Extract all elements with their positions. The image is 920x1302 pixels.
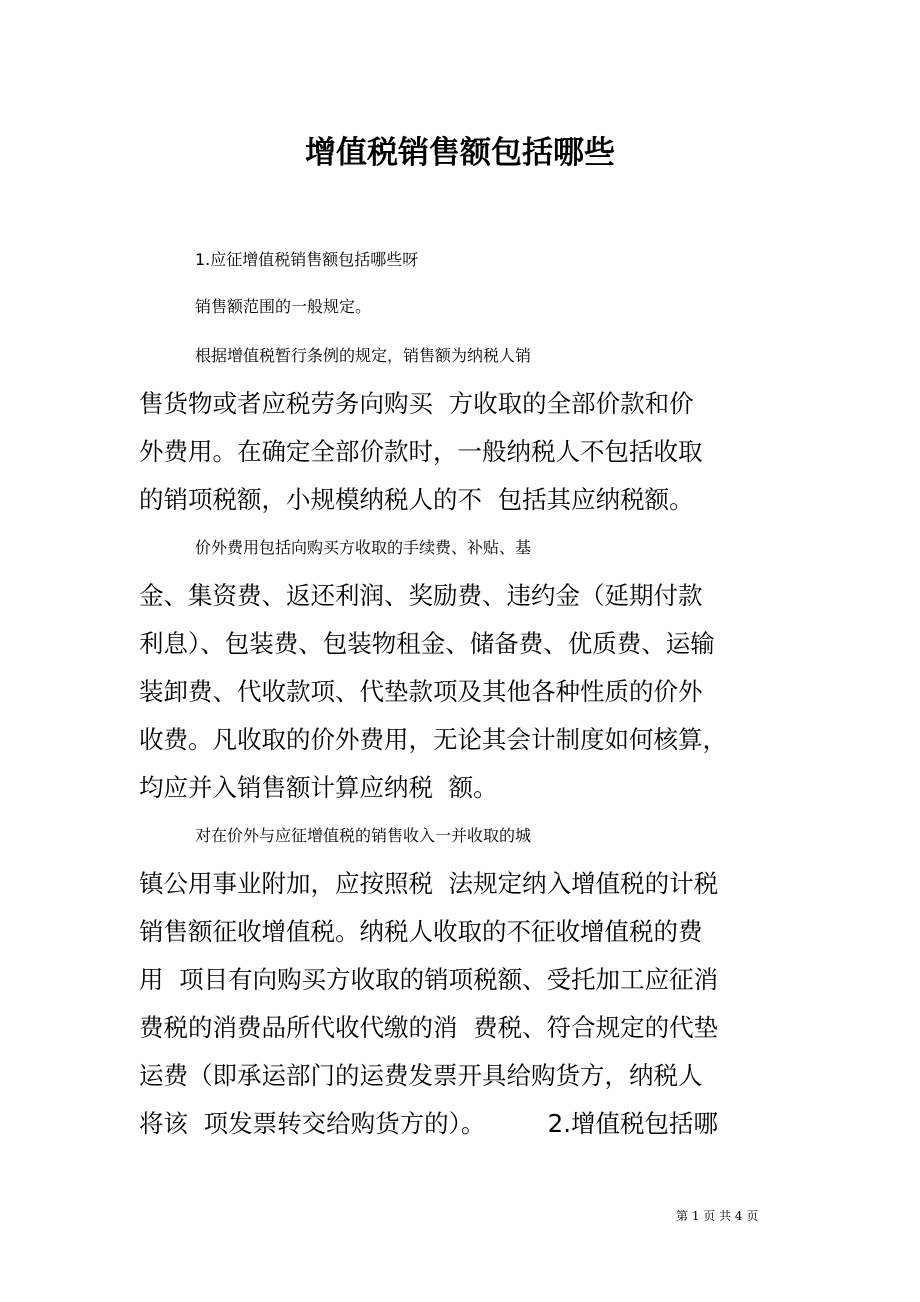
paragraph-line: 金、集资费、返还利润、奖励费、违约金（延期付款: [139, 581, 703, 610]
paragraph-line: 售货物或者应税劳务向购买 方收取的全部价款和价: [139, 389, 694, 418]
paragraph-line: 费税的消费品所代收代缴的消 费税、符合规定的代垫: [139, 1013, 719, 1042]
paragraph-line: 销售额征收增值税。纳税人收取的不征收增值税的费: [139, 917, 703, 946]
paragraph-line: 对在价外与应征增值税的销售收入一并收取的城: [195, 826, 532, 845]
paragraph-line: 镇公用事业附加，应按照税 法规定纳入增值税的计税: [139, 869, 719, 898]
paragraph-line: 价外费用包括向购买方收取的手续费、补贴、基: [195, 538, 532, 557]
paragraph-line: 用 项目有向购买方收取的销项税额、受托加工应征消: [139, 965, 719, 994]
paragraph-line: 外费用。在确定全部价款时，一般纳税人不包括收取: [139, 437, 703, 466]
paragraph-line: 根据增值税暂行条例的规定，销售额为纳税人销: [195, 346, 532, 365]
paragraph-line: 的销项税额，小规模纳税人的不 包括其应纳税额。: [139, 485, 694, 514]
page-title: 增值税销售额包括哪些: [305, 135, 615, 171]
page-number-footer: 第 1 页 共 4 页: [676, 1209, 759, 1223]
paragraph-line: 收费。凡收取的价外费用，无论其会计制度如何核算，: [139, 725, 727, 754]
paragraph-line: 均应并入销售额计算应纳税 额。: [139, 773, 498, 802]
paragraph-line: 运费（即承运部门的运费发票开具给购货方，纳税人: [139, 1061, 703, 1090]
paragraph-line: 装卸费、代收款项、代垫款项及其他各种性质的价外: [139, 677, 703, 706]
paragraph-line: 利息）、包装费、包装物租金、储备费、优质费、运输: [139, 629, 715, 658]
paragraph-line: 1.应征增值税销售额包括哪些呀: [195, 250, 419, 269]
paragraph-line: 销售额范围的一般规定。: [195, 297, 372, 316]
paragraph-line: 将该 项发票转交给购货方的）。 2.增值税包括哪: [139, 1109, 719, 1138]
